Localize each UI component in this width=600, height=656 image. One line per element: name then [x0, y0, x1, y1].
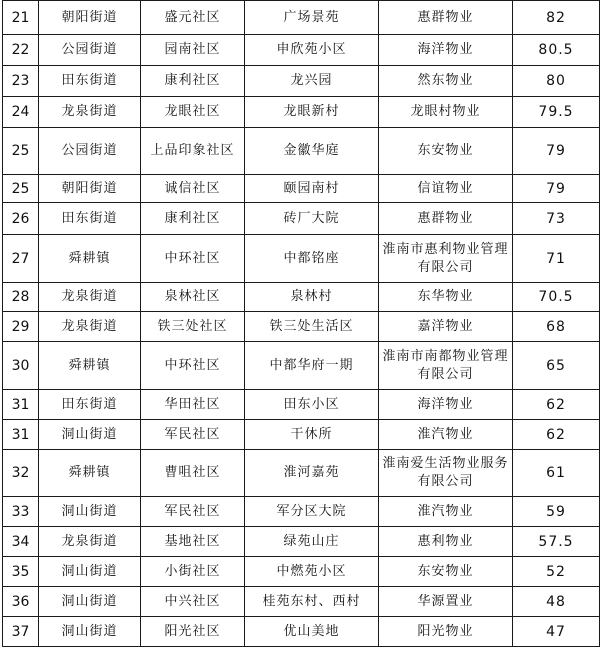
community-cell: 曹咀社区: [141, 450, 245, 497]
community-cell: 基地社区: [141, 527, 245, 557]
street-cell: 公园街道: [39, 128, 141, 175]
rank-cell: 31: [3, 390, 39, 420]
rank-cell: 26: [3, 203, 39, 235]
table-row: [3, 128, 600, 175]
community-cell: 龙眼社区: [141, 97, 245, 128]
estate-cell: 申欣苑小区: [245, 35, 379, 66]
rank-cell: 27: [3, 235, 39, 283]
score-cell: 71: [513, 235, 600, 283]
table-row: [3, 97, 600, 128]
street-cell: 田东街道: [39, 66, 141, 97]
community-cell: 上品印象社区: [141, 128, 245, 175]
company-cell: 阳光物业: [379, 617, 513, 647]
street-cell: 龙泉街道: [39, 527, 141, 557]
company-cell: 淮汽物业: [379, 420, 513, 450]
community-cell: 小街社区: [141, 557, 245, 587]
estate-cell: 龙兴园: [245, 66, 379, 97]
community-cell: 华田社区: [141, 390, 245, 420]
estate-cell: 广场景苑: [245, 1, 379, 35]
street-cell: 洞山街道: [39, 587, 141, 617]
estate-cell: 中都华府一期: [245, 342, 379, 390]
community-cell: 中环社区: [141, 235, 245, 283]
estate-cell: 金徽华庭: [245, 128, 379, 175]
estate-cell: 干休所: [245, 420, 379, 450]
company-cell: 东安物业: [379, 557, 513, 587]
score-cell: 65: [513, 342, 600, 390]
community-cell: 园南社区: [141, 35, 245, 66]
table-row: [3, 203, 600, 235]
street-cell: 洞山街道: [39, 420, 141, 450]
street-cell: 田东街道: [39, 203, 141, 235]
table-row: [3, 527, 600, 557]
score-cell: 68: [513, 312, 600, 342]
company-cell: 淮南市南都物业管理有限公司: [379, 342, 513, 390]
rank-cell: 21: [3, 1, 39, 35]
community-cell: 康利社区: [141, 66, 245, 97]
table-row: [3, 175, 600, 203]
table-row: [3, 497, 600, 527]
community-cell: 中环社区: [141, 342, 245, 390]
table-row: [3, 235, 600, 283]
table-row: [3, 35, 600, 66]
score-cell: 80.5: [513, 35, 600, 66]
community-cell: 盛元社区: [141, 1, 245, 35]
rank-cell: 24: [3, 97, 39, 128]
score-cell: 73: [513, 203, 600, 235]
community-cell: 泉林社区: [141, 283, 245, 312]
community-cell: 诚信社区: [141, 175, 245, 203]
estate-cell: 砖厂大院: [245, 203, 379, 235]
company-cell: 龙眼村物业: [379, 97, 513, 128]
street-cell: 洞山街道: [39, 617, 141, 647]
street-cell: 朝阳街道: [39, 1, 141, 35]
company-cell: 海洋物业: [379, 35, 513, 66]
rank-cell: 37: [3, 617, 39, 647]
company-cell: 华源置业: [379, 587, 513, 617]
table-row: [3, 390, 600, 420]
estate-cell: 田东小区: [245, 390, 379, 420]
ranking-table: [2, 0, 600, 647]
table-row: [3, 312, 600, 342]
rank-cell: 25: [3, 128, 39, 175]
street-cell: 洞山街道: [39, 557, 141, 587]
rank-cell: 29: [3, 312, 39, 342]
estate-cell: 颐园南村: [245, 175, 379, 203]
estate-cell: 中都铭座: [245, 235, 379, 283]
score-cell: 79.5: [513, 97, 600, 128]
table-row: [3, 557, 600, 587]
estate-cell: 军分区大院: [245, 497, 379, 527]
street-cell: 公园街道: [39, 35, 141, 66]
street-cell: 龙泉街道: [39, 97, 141, 128]
table-row: [3, 587, 600, 617]
score-cell: 82: [513, 1, 600, 35]
table-row: [3, 617, 600, 647]
rank-cell: 31: [3, 420, 39, 450]
street-cell: 龙泉街道: [39, 283, 141, 312]
street-cell: 洞山街道: [39, 497, 141, 527]
rank-cell: 36: [3, 587, 39, 617]
estate-cell: 淮河嘉苑: [245, 450, 379, 497]
table-row: [3, 342, 600, 390]
company-cell: 淮南市惠利物业管理有限公司: [379, 235, 513, 283]
street-cell: 舜耕镇: [39, 342, 141, 390]
rank-cell: 30: [3, 342, 39, 390]
company-cell: 淮汽物业: [379, 497, 513, 527]
estate-cell: 绿苑山庄: [245, 527, 379, 557]
rank-cell: 32: [3, 450, 39, 497]
estate-cell: 桂苑东村、西村: [245, 587, 379, 617]
company-cell: 惠群物业: [379, 203, 513, 235]
company-cell: 东安物业: [379, 128, 513, 175]
company-cell: 信谊物业: [379, 175, 513, 203]
street-cell: 舜耕镇: [39, 235, 141, 283]
score-cell: 57.5: [513, 527, 600, 557]
company-cell: 淮南爱生活物业服务有限公司: [379, 450, 513, 497]
community-cell: 军民社区: [141, 420, 245, 450]
community-cell: 铁三处社区: [141, 312, 245, 342]
street-cell: 朝阳街道: [39, 175, 141, 203]
company-cell: 惠利物业: [379, 527, 513, 557]
company-cell: 海洋物业: [379, 390, 513, 420]
table-row: [3, 450, 600, 497]
score-cell: 62: [513, 390, 600, 420]
estate-cell: 泉林村: [245, 283, 379, 312]
street-cell: 舜耕镇: [39, 450, 141, 497]
street-cell: 田东街道: [39, 390, 141, 420]
rank-cell: 33: [3, 497, 39, 527]
score-cell: 79: [513, 175, 600, 203]
score-cell: 59: [513, 497, 600, 527]
score-cell: 70.5: [513, 283, 600, 312]
street-cell: 龙泉街道: [39, 312, 141, 342]
score-cell: 47: [513, 617, 600, 647]
company-cell: 嘉洋物业: [379, 312, 513, 342]
community-cell: 阳光社区: [141, 617, 245, 647]
company-cell: 惠群物业: [379, 1, 513, 35]
estate-cell: 铁三处生活区: [245, 312, 379, 342]
score-cell: 48: [513, 587, 600, 617]
company-cell: 然东物业: [379, 66, 513, 97]
rank-cell: 23: [3, 66, 39, 97]
estate-cell: 龙眼新村: [245, 97, 379, 128]
rank-cell: 28: [3, 283, 39, 312]
community-cell: 康利社区: [141, 203, 245, 235]
score-cell: 61: [513, 450, 600, 497]
rank-cell: 34: [3, 527, 39, 557]
community-cell: 中兴社区: [141, 587, 245, 617]
score-cell: 62: [513, 420, 600, 450]
rank-cell: 35: [3, 557, 39, 587]
table-row: [3, 66, 600, 97]
table-row: [3, 283, 600, 312]
community-cell: 军民社区: [141, 497, 245, 527]
rank-cell: 22: [3, 35, 39, 66]
estate-cell: 中燃苑小区: [245, 557, 379, 587]
score-cell: 79: [513, 128, 600, 175]
score-cell: 52: [513, 557, 600, 587]
estate-cell: 优山美地: [245, 617, 379, 647]
table-row: [3, 420, 600, 450]
score-cell: 80: [513, 66, 600, 97]
company-cell: 东华物业: [379, 283, 513, 312]
table-row: [3, 1, 600, 35]
rank-cell: 25: [3, 175, 39, 203]
